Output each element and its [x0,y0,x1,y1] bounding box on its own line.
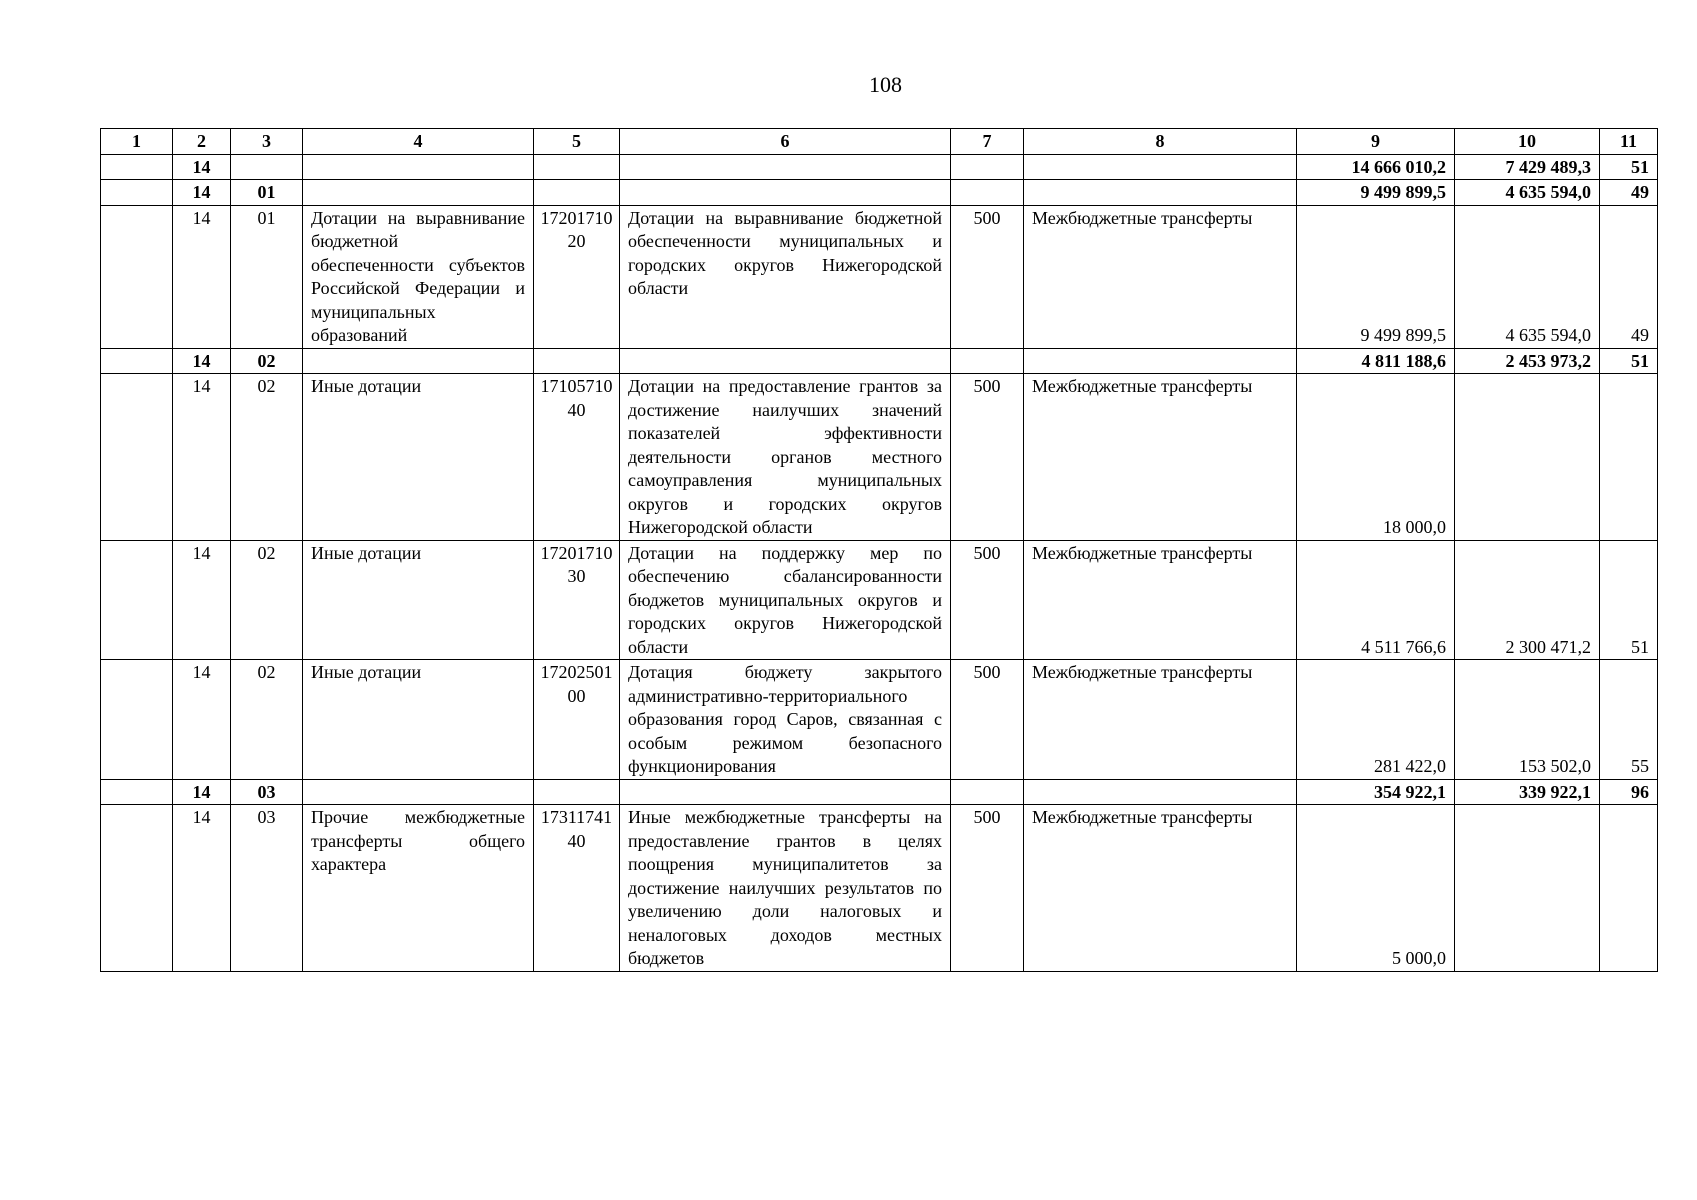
cell-subsection [231,154,303,180]
cell-percent: 55 [1600,660,1658,780]
cell-amount-actual: 7 429 489,3 [1455,154,1600,180]
cell-subsection: 02 [231,660,303,780]
cell-amount-plan: 281 422,0 [1297,660,1455,780]
cell-expense-type: 500 [951,205,1024,348]
cell-amount-plan: 18 000,0 [1297,374,1455,541]
cell-section: 14 [173,348,231,374]
cell-target-code [534,779,620,805]
subtotal-row [101,779,1658,805]
cell-percent: 96 [1600,779,1658,805]
cell-amount-actual: 339 922,1 [1455,779,1600,805]
cell-subsection: 02 [231,374,303,541]
cell-section: 14 [173,205,231,348]
cell-section: 14 [173,540,231,660]
cell-article-name: Иные дотации [303,540,534,660]
header-row [101,129,1658,155]
cell-expense-name [620,180,951,206]
cell-expense-name: Дотация бюджету закрытого административно-территориального образования город Саров, связанная с особым режимом безопасного функционирования [620,660,951,780]
cell-section: 14 [173,660,231,780]
cell-percent: 51 [1600,154,1658,180]
cell-amount-plan: 9 499 899,5 [1297,205,1455,348]
subtotal-row [101,154,1658,180]
cell-section: 14 [173,374,231,541]
cell-article-name: Прочие межбюджетные трансферты общего характера [303,805,534,972]
column-header-9: 9 [1297,129,1455,155]
cell-col1 [101,779,173,805]
cell-type-name: Межбюджетные трансферты [1024,205,1297,348]
cell-percent [1600,805,1658,972]
cell-target-code: 1731174140 [534,805,620,972]
column-header-8: 8 [1024,129,1297,155]
cell-expense-name [620,154,951,180]
cell-type-name [1024,180,1297,206]
cell-target-code: 1720250100 [534,660,620,780]
column-header-6: 6 [620,129,951,155]
cell-expense-type [951,180,1024,206]
cell-amount-plan: 4 811 188,6 [1297,348,1455,374]
cell-target-code: 1710571040 [534,374,620,541]
column-header-3: 3 [231,129,303,155]
column-header-10: 10 [1455,129,1600,155]
page-number: 108 [869,72,902,97]
cell-col1 [101,374,173,541]
cell-amount-actual: 2 453 973,2 [1455,348,1600,374]
cell-type-name [1024,154,1297,180]
cell-article-name [303,348,534,374]
cell-subsection: 03 [231,779,303,805]
cell-expense-type [951,779,1024,805]
cell-percent: 49 [1600,180,1658,206]
table-row [101,805,1658,972]
cell-article-name [303,779,534,805]
cell-expense-type: 500 [951,374,1024,541]
cell-article-name [303,154,534,180]
cell-amount-actual [1455,374,1600,541]
cell-subsection: 02 [231,540,303,660]
subtotal-row [101,180,1658,206]
cell-type-name [1024,779,1297,805]
cell-col1 [101,540,173,660]
cell-amount-actual: 4 635 594,0 [1455,205,1600,348]
cell-expense-name [620,348,951,374]
cell-expense-type: 500 [951,540,1024,660]
cell-subsection: 01 [231,205,303,348]
cell-target-code [534,154,620,180]
column-header-2: 2 [173,129,231,155]
cell-section: 14 [173,154,231,180]
cell-expense-name: Дотации на выравнивание бюджетной обеспеченности муниципальных и городских округов Нижегородской области [620,205,951,348]
cell-target-code [534,348,620,374]
cell-percent: 49 [1600,205,1658,348]
table-row [101,540,1658,660]
column-header-1: 1 [101,129,173,155]
cell-percent: 51 [1600,348,1658,374]
cell-col1 [101,805,173,972]
table-row [101,660,1658,780]
cell-section: 14 [173,180,231,206]
column-header-7: 7 [951,129,1024,155]
cell-article-name: Дотации на выравнивание бюджетной обеспеченности субъектов Российской Федерации и муниципальных образований [303,205,534,348]
cell-expense-name: Иные межбюджетные трансферты на предоставление грантов в целях поощрения муниципалитетов за достижение наилучших результатов по увеличению доли налоговых и неналоговых доходов местных бюджетов [620,805,951,972]
cell-subsection: 01 [231,180,303,206]
cell-expense-type: 500 [951,805,1024,972]
cell-type-name: Межбюджетные трансферты [1024,540,1297,660]
cell-section: 14 [173,805,231,972]
cell-col1 [101,660,173,780]
cell-expense-name: Дотации на предоставление грантов за достижение наилучших значений показателей эффективности деятельности органов местного самоуправления муниципальных округов и городских округов Нижегородской области [620,374,951,541]
subtotal-row [101,348,1658,374]
budget-table [100,128,1658,972]
cell-type-name: Межбюджетные трансферты [1024,660,1297,780]
cell-type-name: Межбюджетные трансферты [1024,805,1297,972]
cell-subsection: 02 [231,348,303,374]
cell-amount-actual [1455,805,1600,972]
table-row [101,374,1658,541]
cell-expense-type [951,348,1024,374]
cell-amount-plan: 9 499 899,5 [1297,180,1455,206]
cell-expense-name: Дотации на поддержку мер по обеспечению сбалансированности бюджетов муниципальных округов и городских округов Нижегородской области [620,540,951,660]
cell-target-code [534,180,620,206]
cell-expense-type: 500 [951,660,1024,780]
cell-expense-name [620,779,951,805]
cell-article-name [303,180,534,206]
column-header-5: 5 [534,129,620,155]
table-row [101,205,1658,348]
cell-col1 [101,348,173,374]
cell-amount-plan: 14 666 010,2 [1297,154,1455,180]
cell-target-code: 1720171020 [534,205,620,348]
cell-amount-plan: 354 922,1 [1297,779,1455,805]
cell-article-name: Иные дотации [303,374,534,541]
cell-article-name: Иные дотации [303,660,534,780]
cell-amount-actual: 2 300 471,2 [1455,540,1600,660]
cell-col1 [101,180,173,206]
column-header-4: 4 [303,129,534,155]
cell-expense-type [951,154,1024,180]
cell-amount-actual: 4 635 594,0 [1455,180,1600,206]
cell-percent: 51 [1600,540,1658,660]
cell-percent [1600,374,1658,541]
cell-section: 14 [173,779,231,805]
cell-amount-actual: 153 502,0 [1455,660,1600,780]
cell-col1 [101,205,173,348]
cell-amount-plan: 5 000,0 [1297,805,1455,972]
column-header-11: 11 [1600,129,1658,155]
cell-type-name [1024,348,1297,374]
cell-amount-plan: 4 511 766,6 [1297,540,1455,660]
cell-col1 [101,154,173,180]
cell-target-code: 1720171030 [534,540,620,660]
cell-type-name: Межбюджетные трансферты [1024,374,1297,541]
cell-subsection: 03 [231,805,303,972]
